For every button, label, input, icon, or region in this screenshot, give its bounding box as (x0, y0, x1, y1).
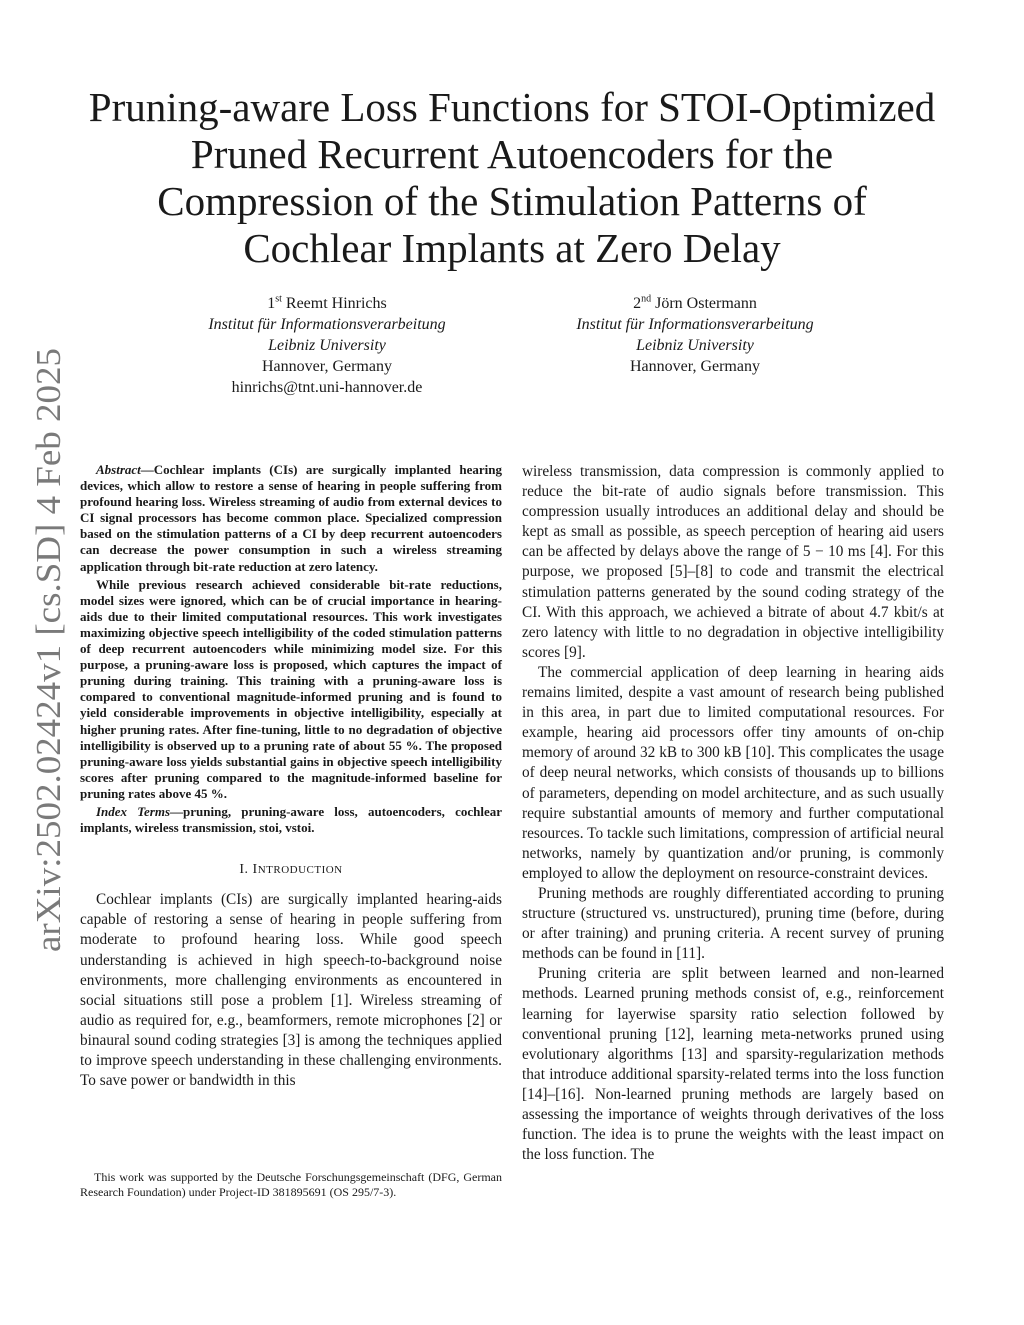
funding-footnote (80, 1170, 502, 1200)
author-name: Reemt Hinrichs (285, 295, 387, 312)
intro-paragraph: Cochlear implants (CIs) are surgically implanted hearing-aids capable of restoring a sense of hearing in people suffering from moderate to profound hearing loss. While good speech understanding is achieved in high speech-to-background noise environments, more challenging environments as encountered in social situations still pose a problem [1]. Wireless streaming of audio as required for, e.g., beamformers, remote microphones [2] or binaural sound coding strategies [3] is among the techniques applied to improve speech understanding in these challenging environments. To save power or bandwidth in this (80, 891, 502, 1090)
author-affiliation: Institut für Informationsverarbeitung (208, 316, 446, 333)
footnote-text: This work was supported by the Deutsche Forschungsgemeinschaft (DFG, German Research Foundation) under Project-ID 381895691 (OS 295/7-3). (80, 1170, 502, 1199)
author-rank: 1 (267, 295, 276, 312)
title-line: Pruned Recurrent Autoencoders for the (190, 131, 834, 177)
title-line: Cochlear Implants at Zero Delay (243, 225, 781, 271)
abstract-paragraph: While previous research achieved considerable bit-rate reductions, model sizes were ignored, which can be of crucial importance in hearing-aids due to their limited computational resources. This work investigates maximizing objective speech intelligibility of the coded stimulation patterns of deep recurrent autoencoders while minimizing model size. For this purpose, a pruning-aware loss is proposed, which captures the impact of pruning during training. This training with a pruning-aware loss is compared to conventional magnitude-informed pruning and is found to yield considerable improvements in objective intelligibility, especially at higher pruning rates. After fine-tuning, little to no degradation of objective intelligibility is observed up to a pruning rate of about 55 %. The proposed pruning-aware loss yields substantial gains in objective speech intelligibility scores after pruning compared to the magnitude-informed baseline for pruning rates above 45 %. (80, 576, 502, 801)
paper-title (80, 84, 944, 272)
right-column (522, 462, 944, 1165)
section-title-rest: NTRODUCTION (257, 864, 343, 877)
author-university: Leibniz University (636, 337, 754, 354)
section-numeral: I. (239, 862, 253, 878)
abstract-text: Cochlear implants (CIs) are surgically implanted hearing devices, which allow to restore a sense of hearing in people suffering from profound hearing loss. Wireless streaming of audio from external devices to CI signal processors has become common place. Specialized compression based on the stimulation patterns of a CI by deep recurrent autoencoders can decrease the power consumption in such a wireless streaming application through bit-rate reduction at zero latency. (80, 462, 502, 574)
author-name-line (525, 293, 865, 314)
section-initial: I (252, 862, 258, 878)
author-location: Hannover, Germany (630, 358, 760, 375)
author-affiliation: Institut für Informationsverarbeitung (576, 316, 814, 333)
author-block-1 (157, 293, 497, 398)
arxiv-identifier-stamp (22, 340, 72, 960)
author-name-line (157, 293, 497, 314)
body-paragraph: wireless transmission, data compression is commonly applied to reduce the bit-rate of audio signals before transmission. This compression usually introduces an additional delay and should be kept as small as possible, as speech perception of hearing aid users can be affected by delays above the range of 5 − 10 ms [4]. For this purpose, we proposed [5]–[8] to code and transmit the electrical stimulation patterns generated by the sound coding strategy of the CI. With this approach, we achieved a bitrate of about 4.7 kbit/s at zero latency with little to no degradation in objective intelligibility scores [9]. (522, 463, 944, 661)
author-rank: 2 (633, 295, 642, 312)
index-terms-text: pruning, pruning-aware loss, autoencoders, cochlear implants, wireless transmission, stoi, vstoi. (80, 803, 503, 836)
index-terms-label: Index Terms (96, 803, 171, 819)
abstract (80, 462, 502, 836)
title-line: Compression of the Stimulation Patterns of (157, 178, 867, 224)
title-line: Pruning-aware Loss Functions for STOI-Optimized (88, 84, 936, 130)
abstract-label: Abstract (96, 462, 141, 477)
body-paragraph: The commercial application of deep learning in hearing aids remains limited, despite a vast amount of research being published in this area, in part due to limited computational resources. For example, hearing aid processors offer tiny amounts of on-chip memory of around 32 kB to 300 kB [10]. This complicates the usage of deep neural networks, which consists of thousands up to billions of parameters, depending on model architecture, and as such usually require substantial amounts of memory and further computational resources. To tackle such limitations, compression of artificial neural networks, namely by quantization and/or pruning, is commonly employed to allow the deployment on resource-constraint devices. (522, 663, 944, 882)
author-location: Hannover, Germany (262, 358, 392, 375)
author-block-2 (525, 293, 865, 377)
author-university: Leibniz University (268, 337, 386, 354)
author-rank-suffix: st (275, 293, 282, 305)
author-email: hinrichs@tnt.uni-hannover.de (231, 379, 423, 396)
abstract-dash: — (140, 462, 154, 477)
section-heading-introduction (80, 860, 502, 880)
index-terms (80, 804, 502, 836)
arxiv-identifier-text: arXiv:2502.02424v1 [cs.SD] 4 Feb 2025 (29, 380, 68, 952)
abstract-paragraph (80, 462, 502, 575)
left-column (80, 462, 502, 1091)
body-paragraph: Pruning criteria are split between learned and non-learned methods. Learned pruning methods consist of, e.g., reinforcement learning for layerwise sparsity ratio selection followed by conventional pruning [12], learning meta-networks pruned using evolutionary algorithms [13] and sparsity-regularization methods that introduce additional sparsity-related terms into the loss function [14]–[16]. Non-learned pruning methods are largely based on assessing the importance of weights through derivatives of the loss function. The idea is to prune the weights with the least impact on the loss function. The (522, 965, 944, 1164)
author-rank-suffix: nd (641, 293, 652, 305)
body-paragraph: Pruning methods are roughly differentiated according to pruning structure (structured vs. unstructured), pruning time (before, during or after training) and pruning criteria. A recent survey of pruning methods can be found in [11]. (522, 884, 944, 963)
index-terms-dash: — (170, 803, 184, 819)
author-name: Jörn Ostermann (655, 295, 757, 312)
